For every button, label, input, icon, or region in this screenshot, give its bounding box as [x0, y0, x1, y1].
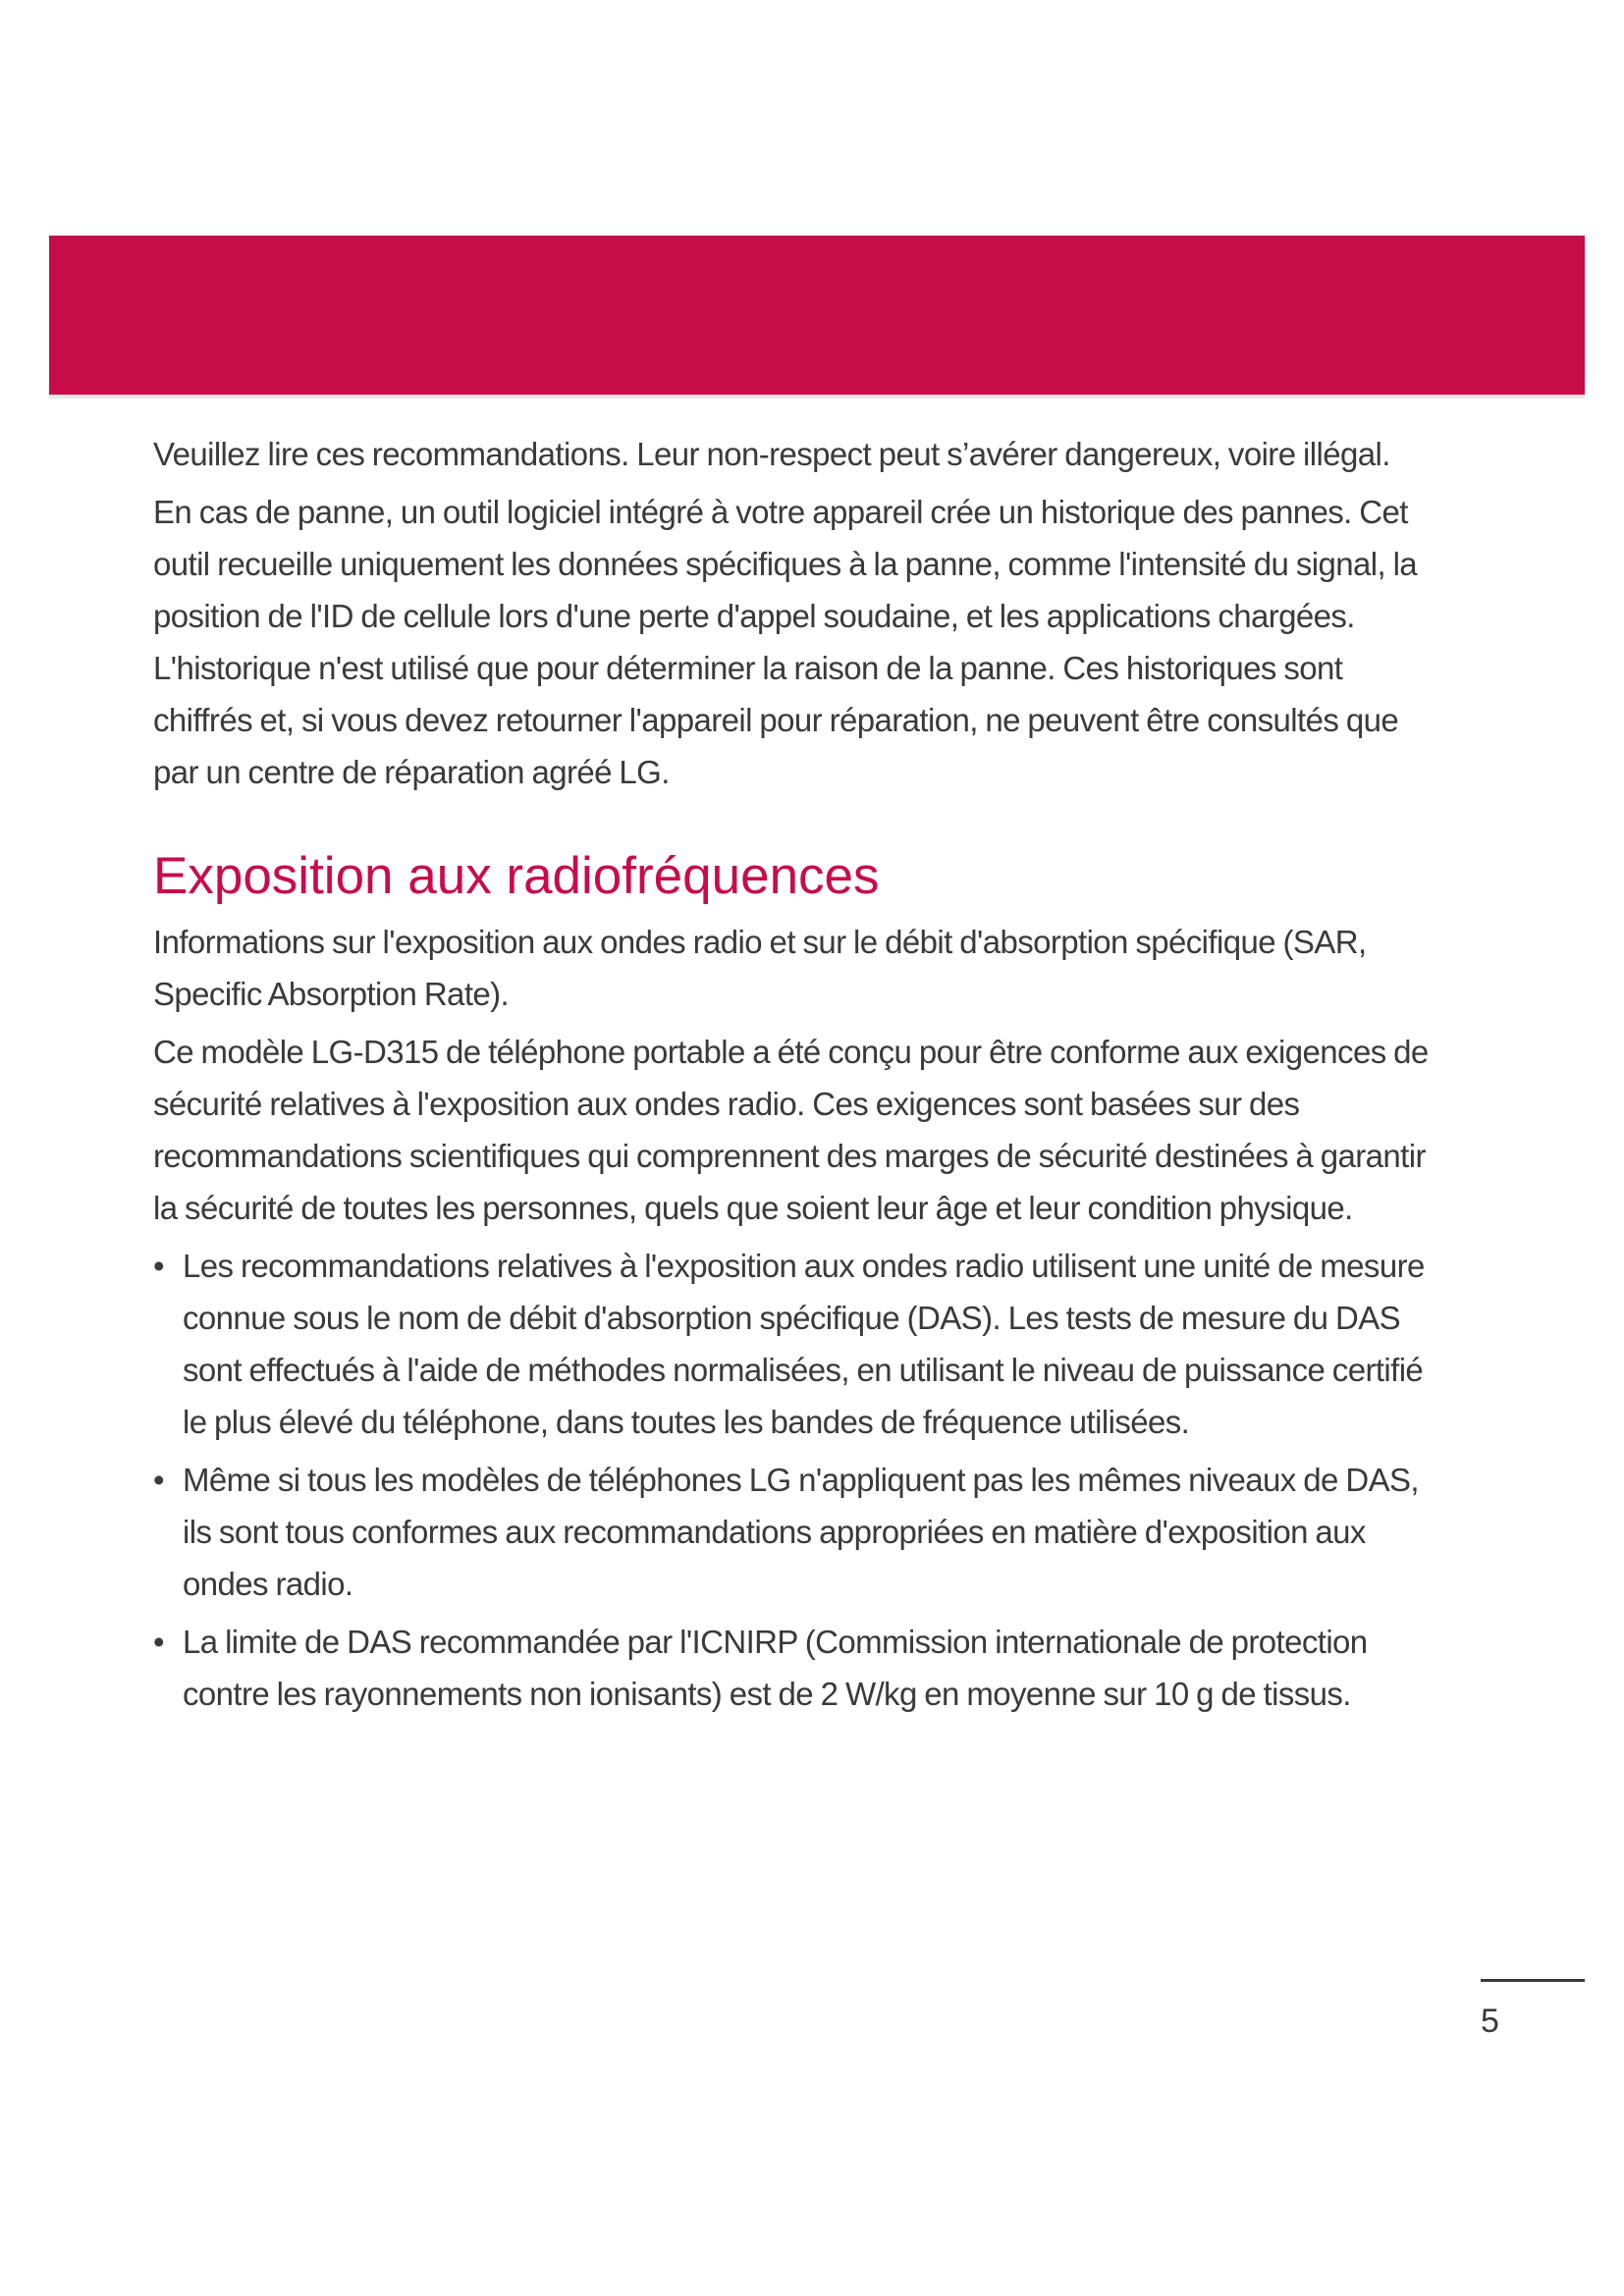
intro-fault-log-paragraph: En cas de panne, un outil logiciel intégré à votre appareil crée un historique des pannes. Cet outil recueille uniquement les données spécifiques à la panne, comme l'intensité du signal, la position de l'ID de cellule lors d'une perte d'appel soudaine, et les applications chargées. L'historique n'est utilisé que pour déterminer la raison de la panne. Ces historiques sont chiffrés et, si vous devez retourner l'appareil pour réparation, ne peuvent être consultés que par un centre de réparation agréé LG. [153, 494, 1418, 790]
list-item-text: La limite de DAS recommandée par l'ICNIRP (Commission internationale de protection contre les rayonnements non ionisants) est de 2 W/kg en moyenne sur 10 g de tissus. [183, 1624, 1368, 1712]
title-banner [49, 236, 1585, 399]
model-compliance-paragraph: Ce modèle LG-D315 de téléphone portable a été conçu pour être conforme aux exigences de sécurité relatives à l'exposition aux ondes radio. Ces exigences sont basées sur des recommandations scientifiques qui comprennent des marges de sécurité destinées à garantir la sécurité de toutes les personnes, quels que soient leur âge et leur condition physique. [153, 1034, 1429, 1226]
bullet-icon: • [153, 1624, 164, 1660]
main-content [153, 428, 1439, 1726]
list-item [153, 1616, 1439, 1720]
section-heading: Exposition aux radiofréquences [153, 847, 880, 905]
intro-warning-paragraph: Veuillez lire ces recommandations. Leur non-respect peut s’avérer dangereux, voire illégal. [153, 436, 1390, 472]
page-title: Recommandations pour une utilisation sûre et efficace [104, 60, 1297, 128]
sar-info-paragraph: Informations sur l'exposition aux ondes radio et sur le débit d'absorption spécifique (SAR, Specific Absorption Rate). [153, 924, 1367, 1012]
bullet-icon: • [153, 1462, 164, 1498]
list-item-text: Même si tous les modèles de téléphones LG n'appliquent pas les mêmes niveaux de DAS, ils sont tous conformes aux recommandations appropriées en matière d'exposition aux ondes radio. [183, 1462, 1419, 1602]
list-item [153, 1240, 1439, 1448]
footer-divider [1481, 1979, 1585, 1982]
bullet-icon: • [153, 1248, 164, 1284]
page-number: 5 [1481, 2002, 1499, 2040]
list-item [153, 1454, 1439, 1610]
list-item-text: Les recommandations relatives à l'exposition aux ondes radio utilisent une unité de mesure connue sous le nom de débit d'absorption spécifique (DAS). Les tests de mesure du DAS sont effectués à l'aide de méthodes normalisées, en utilisant le niveau de puissance certifié le plus élevé du téléphone, dans toutes les bandes de fréquence utilisées. [183, 1248, 1425, 1440]
bullet-list [153, 1240, 1439, 1720]
